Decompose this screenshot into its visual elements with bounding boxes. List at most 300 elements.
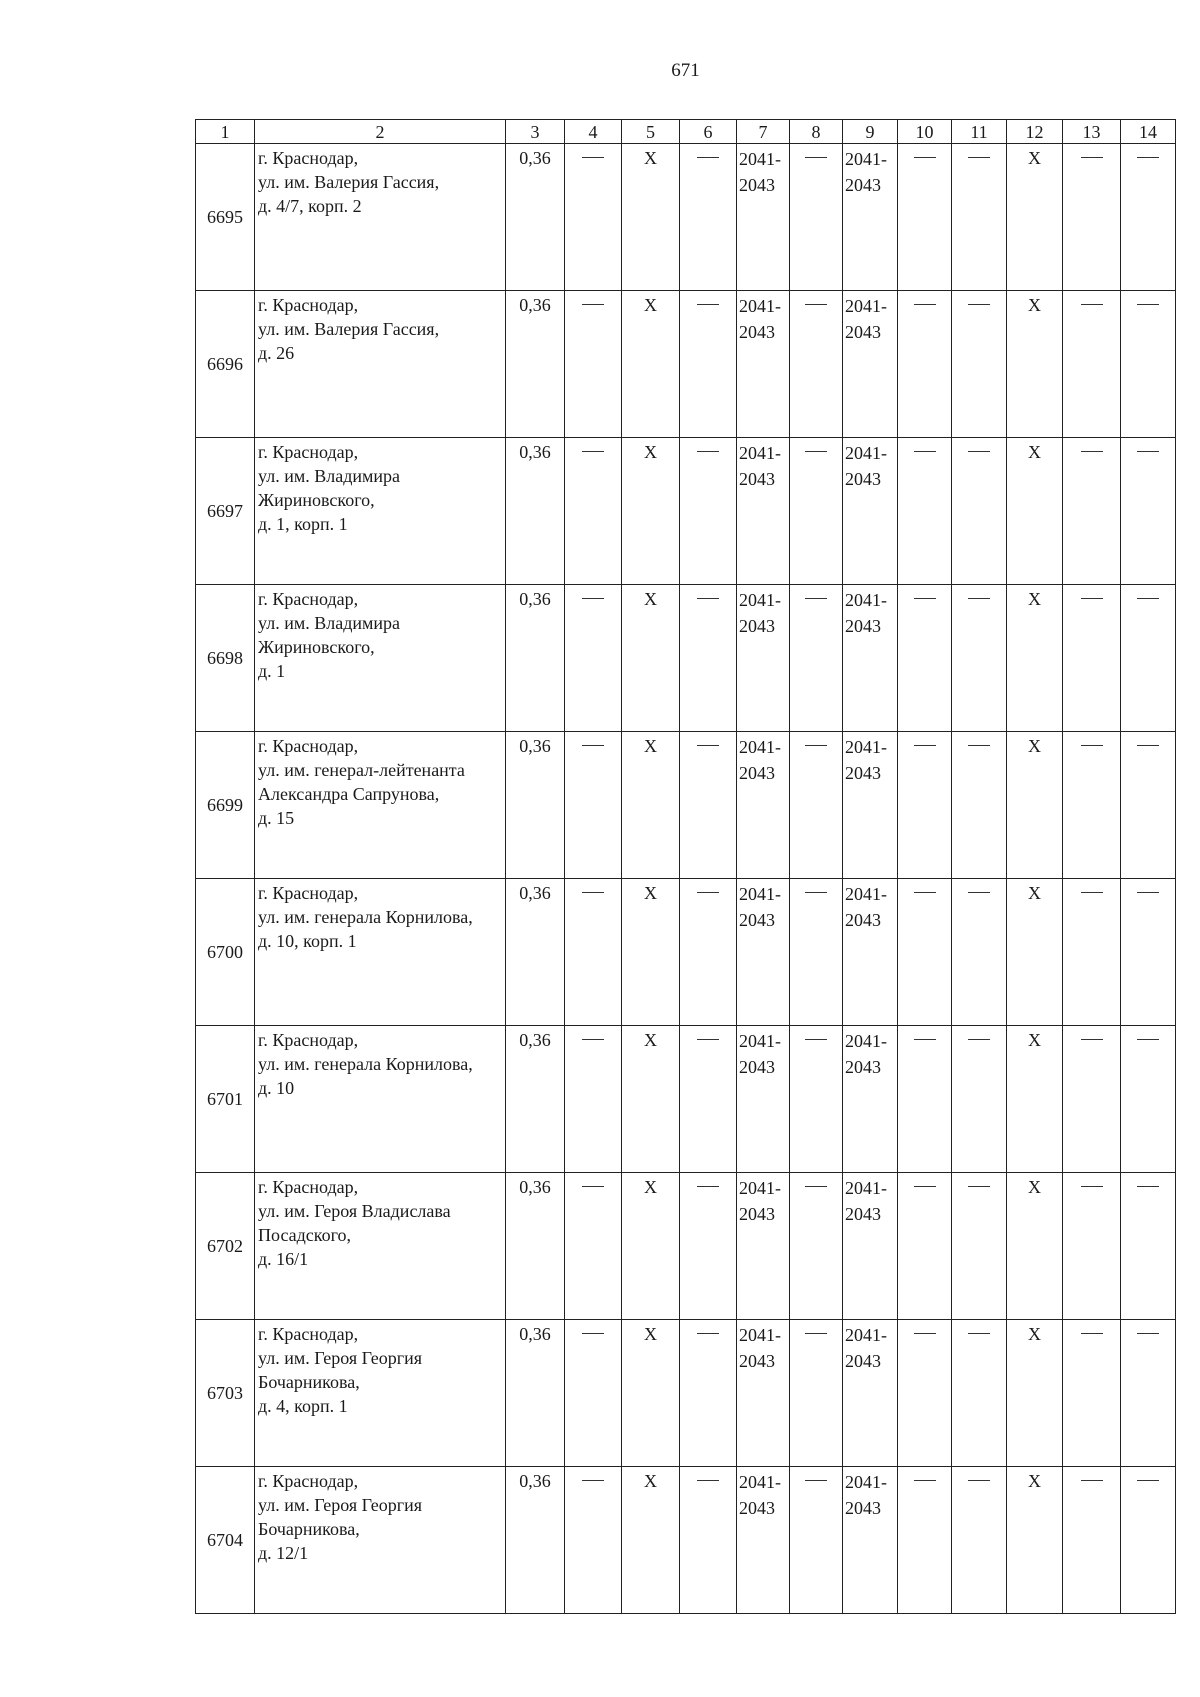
address-line: ул. им. Владимира <box>258 613 400 633</box>
value-cell <box>1063 1467 1121 1614</box>
cell-value: X <box>1028 442 1041 462</box>
row-number: 6695 <box>196 144 255 291</box>
dash-mark <box>1081 157 1103 182</box>
value-cell <box>952 438 1007 585</box>
period-line: 2041- <box>739 296 781 316</box>
period-line: 2041- <box>739 443 781 463</box>
period-cell <box>737 732 790 879</box>
period-line: 2041- <box>739 1325 781 1345</box>
cell-value: X <box>1028 883 1041 903</box>
value-cell <box>506 1467 565 1614</box>
value-cell <box>506 1320 565 1467</box>
value-cell <box>898 291 952 438</box>
dash-mark <box>805 157 827 182</box>
period-line: 2041- <box>739 1031 781 1051</box>
value-cell <box>898 1173 952 1320</box>
row-number: 6698 <box>196 585 255 732</box>
dash-mark <box>914 1186 936 1211</box>
value-cell <box>1121 1467 1176 1614</box>
period-line: 2041- <box>845 443 887 463</box>
address-cell <box>255 438 506 585</box>
address-line: г. Краснодар, <box>258 148 359 168</box>
cell-value: 0,36 <box>519 295 551 315</box>
value-cell <box>565 291 622 438</box>
value-cell <box>790 1467 843 1614</box>
period-cell <box>737 144 790 291</box>
dash-mark <box>1081 1333 1103 1358</box>
value-cell <box>898 1320 952 1467</box>
dash-mark <box>805 451 827 476</box>
period-line: 2041- <box>845 1325 887 1345</box>
value-cell <box>1063 438 1121 585</box>
dash-mark <box>968 598 990 623</box>
cell-value: X <box>644 736 657 756</box>
row-number: 6704 <box>196 1467 255 1614</box>
dash-mark <box>697 1333 719 1358</box>
address-line: д. 15 <box>258 808 295 828</box>
dash-mark <box>805 892 827 917</box>
period-line: 2043 <box>739 616 775 636</box>
address-line: д. 1 <box>258 661 286 681</box>
address-line: г. Краснодар, <box>258 442 359 462</box>
dash-mark <box>1137 157 1159 182</box>
value-cell <box>622 1320 680 1467</box>
dash-mark <box>697 157 719 182</box>
period-cell <box>843 144 898 291</box>
value-cell <box>1121 438 1176 585</box>
address-line: ул. им. Героя Георгия <box>258 1348 422 1368</box>
dash-mark <box>1081 892 1103 917</box>
period-line: 2041- <box>845 149 887 169</box>
cell-value: 0,36 <box>519 442 551 462</box>
value-cell <box>680 879 737 1026</box>
dash-mark <box>805 304 827 329</box>
value-cell <box>622 144 680 291</box>
dash-mark <box>1137 304 1159 329</box>
dash-mark <box>805 598 827 623</box>
value-cell <box>952 585 1007 732</box>
dash-mark <box>1081 304 1103 329</box>
value-cell <box>1121 291 1176 438</box>
value-cell <box>506 291 565 438</box>
period-line: 2043 <box>845 322 881 342</box>
value-cell <box>622 291 680 438</box>
value-cell <box>622 1467 680 1614</box>
period-cell <box>737 1026 790 1173</box>
value-cell <box>1121 732 1176 879</box>
value-cell <box>680 1320 737 1467</box>
value-cell <box>565 438 622 585</box>
period-line: 2043 <box>739 175 775 195</box>
value-cell <box>622 438 680 585</box>
address-line: г. Краснодар, <box>258 883 359 903</box>
dash-mark <box>914 1333 936 1358</box>
dash-mark <box>582 1333 604 1358</box>
value-cell <box>1121 144 1176 291</box>
cell-value: 0,36 <box>519 883 551 903</box>
value-cell <box>565 879 622 1026</box>
period-cell <box>843 291 898 438</box>
period-line: 2041- <box>739 1178 781 1198</box>
value-cell <box>680 1173 737 1320</box>
period-line: 2043 <box>739 1351 775 1371</box>
header-cell: 7 <box>737 120 790 144</box>
period-line: 2043 <box>739 469 775 489</box>
address-cell <box>255 1467 506 1614</box>
cell-value: X <box>1028 148 1041 168</box>
dash-mark <box>1081 745 1103 770</box>
period-line: 2043 <box>845 910 881 930</box>
period-cell <box>843 1026 898 1173</box>
period-line: 2043 <box>739 763 775 783</box>
dash-mark <box>1137 745 1159 770</box>
cell-value: X <box>1028 295 1041 315</box>
address-line: д. 10 <box>258 1078 295 1098</box>
address-line: д. 16/1 <box>258 1249 309 1269</box>
value-cell <box>622 732 680 879</box>
value-cell <box>790 585 843 732</box>
value-cell <box>898 438 952 585</box>
value-cell <box>1121 1320 1176 1467</box>
cell-value: X <box>644 148 657 168</box>
period-cell <box>843 732 898 879</box>
cell-value: X <box>644 295 657 315</box>
cell-value: 0,36 <box>519 1324 551 1344</box>
address-line: Александра Сапрунова, <box>258 784 440 804</box>
period-line: 2043 <box>845 469 881 489</box>
address-line: ул. им. Владимира <box>258 466 400 486</box>
header-cell: 3 <box>506 120 565 144</box>
period-cell <box>737 1173 790 1320</box>
period-line: 2043 <box>845 1057 881 1077</box>
value-cell <box>1007 291 1063 438</box>
dash-mark <box>805 745 827 770</box>
address-line: ул. им. генерала Корнилова, <box>258 907 473 927</box>
dash-mark <box>968 892 990 917</box>
value-cell <box>952 879 1007 1026</box>
dash-mark <box>1137 1480 1159 1505</box>
value-cell <box>565 1026 622 1173</box>
dash-mark <box>1081 1039 1103 1064</box>
row-number: 6699 <box>196 732 255 879</box>
row-number: 6701 <box>196 1026 255 1173</box>
address-line: Бочарникова, <box>258 1519 360 1539</box>
value-cell <box>680 585 737 732</box>
dash-mark <box>697 892 719 917</box>
dash-mark <box>968 1039 990 1064</box>
address-line: д. 1, корп. 1 <box>258 514 348 534</box>
period-cell <box>843 1320 898 1467</box>
cell-value: 0,36 <box>519 1471 551 1491</box>
value-cell <box>565 585 622 732</box>
value-cell <box>1121 879 1176 1026</box>
cell-value: X <box>1028 736 1041 756</box>
dash-mark <box>914 598 936 623</box>
period-line: 2043 <box>845 1351 881 1371</box>
value-cell <box>952 1173 1007 1320</box>
dash-mark <box>968 1333 990 1358</box>
value-cell <box>1063 1173 1121 1320</box>
row-number: 6702 <box>196 1173 255 1320</box>
address-cell <box>255 732 506 879</box>
dash-mark <box>805 1480 827 1505</box>
address-cell <box>255 144 506 291</box>
period-line: 2043 <box>845 1498 881 1518</box>
address-cell <box>255 1026 506 1173</box>
value-cell <box>680 438 737 585</box>
table-row <box>196 1173 1176 1320</box>
header-row <box>196 120 1176 144</box>
cell-value: 0,36 <box>519 1177 551 1197</box>
value-cell <box>506 144 565 291</box>
value-cell <box>1007 1320 1063 1467</box>
address-cell <box>255 1173 506 1320</box>
value-cell <box>1007 585 1063 732</box>
dash-mark <box>582 157 604 182</box>
cell-value: 0,36 <box>519 736 551 756</box>
value-cell <box>565 732 622 879</box>
value-cell <box>952 291 1007 438</box>
dash-mark <box>968 304 990 329</box>
value-cell <box>1007 1026 1063 1173</box>
dash-mark <box>968 1480 990 1505</box>
period-line: 2041- <box>739 737 781 757</box>
dash-mark <box>697 1480 719 1505</box>
dash-mark <box>697 745 719 770</box>
header-cell: 2 <box>255 120 506 144</box>
dash-mark <box>914 157 936 182</box>
dash-mark <box>805 1186 827 1211</box>
dash-mark <box>697 451 719 476</box>
value-cell <box>506 438 565 585</box>
dash-mark <box>1081 451 1103 476</box>
address-line: д. 12/1 <box>258 1543 309 1563</box>
row-number: 6703 <box>196 1320 255 1467</box>
value-cell <box>1121 1026 1176 1173</box>
value-cell <box>680 732 737 879</box>
dash-mark <box>697 1039 719 1064</box>
dash-mark <box>582 892 604 917</box>
value-cell <box>790 438 843 585</box>
period-line: 2043 <box>845 763 881 783</box>
value-cell <box>680 291 737 438</box>
table-row <box>196 879 1176 1026</box>
period-cell <box>843 438 898 585</box>
period-line: 2043 <box>739 322 775 342</box>
cell-value: X <box>1028 589 1041 609</box>
period-cell <box>737 291 790 438</box>
period-cell <box>737 1320 790 1467</box>
value-cell <box>898 732 952 879</box>
address-line: г. Краснодар, <box>258 1324 359 1344</box>
period-line: 2041- <box>845 1472 887 1492</box>
header-cell: 6 <box>680 120 737 144</box>
value-cell <box>680 1467 737 1614</box>
period-line: 2041- <box>739 884 781 904</box>
cell-value: 0,36 <box>519 148 551 168</box>
table-row <box>196 144 1176 291</box>
registry-table <box>195 119 1176 1614</box>
cell-value: X <box>1028 1030 1041 1050</box>
dash-mark <box>582 304 604 329</box>
address-cell <box>255 1320 506 1467</box>
value-cell <box>1063 291 1121 438</box>
dash-mark <box>805 1039 827 1064</box>
value-cell <box>952 1320 1007 1467</box>
dash-mark <box>914 451 936 476</box>
value-cell <box>565 1320 622 1467</box>
header-cell: 13 <box>1063 120 1121 144</box>
value-cell <box>790 1026 843 1173</box>
value-cell <box>1121 1173 1176 1320</box>
dash-mark <box>1081 1480 1103 1505</box>
value-cell <box>790 291 843 438</box>
dash-mark <box>582 1186 604 1211</box>
address-line: Посадского, <box>258 1225 352 1245</box>
value-cell <box>952 1467 1007 1614</box>
value-cell <box>790 1320 843 1467</box>
table-row <box>196 1467 1176 1614</box>
value-cell <box>1063 585 1121 732</box>
row-number: 6700 <box>196 879 255 1026</box>
value-cell <box>952 1026 1007 1173</box>
dash-mark <box>1081 1186 1103 1211</box>
value-cell <box>898 879 952 1026</box>
dash-mark <box>1137 892 1159 917</box>
address-cell <box>255 291 506 438</box>
period-line: 2041- <box>845 590 887 610</box>
dash-mark <box>697 598 719 623</box>
address-line: г. Краснодар, <box>258 1030 359 1050</box>
dash-mark <box>582 1039 604 1064</box>
cell-value: X <box>644 883 657 903</box>
value-cell <box>1063 1320 1121 1467</box>
dash-mark <box>968 451 990 476</box>
cell-value: 0,36 <box>519 1030 551 1050</box>
value-cell <box>898 144 952 291</box>
address-cell <box>255 879 506 1026</box>
dash-mark <box>914 1480 936 1505</box>
value-cell <box>506 879 565 1026</box>
header-cell: 8 <box>790 120 843 144</box>
cell-value: X <box>644 1324 657 1344</box>
dash-mark <box>582 745 604 770</box>
cell-value: X <box>1028 1471 1041 1491</box>
value-cell <box>952 732 1007 879</box>
period-line: 2041- <box>739 1472 781 1492</box>
address-line: г. Краснодар, <box>258 589 359 609</box>
header-cell: 14 <box>1121 120 1176 144</box>
table-row <box>196 1026 1176 1173</box>
value-cell <box>622 879 680 1026</box>
cell-value: X <box>1028 1177 1041 1197</box>
address-line: г. Краснодар, <box>258 1471 359 1491</box>
value-cell <box>1007 144 1063 291</box>
period-line: 2041- <box>845 737 887 757</box>
page-number: 671 <box>671 60 700 81</box>
address-line: ул. им. Валерия Гассия, <box>258 319 440 339</box>
address-line: Жириновского, <box>258 490 375 510</box>
period-line: 2043 <box>739 1498 775 1518</box>
dash-mark <box>697 1186 719 1211</box>
address-line: ул. им. Героя Георгия <box>258 1495 422 1515</box>
dash-mark <box>1081 598 1103 623</box>
period-cell <box>737 438 790 585</box>
value-cell <box>790 1173 843 1320</box>
value-cell <box>565 1467 622 1614</box>
table-body <box>196 144 1176 1614</box>
period-line: 2043 <box>739 910 775 930</box>
table-row <box>196 1320 1176 1467</box>
period-cell <box>737 879 790 1026</box>
value-cell <box>898 1467 952 1614</box>
period-cell <box>843 1173 898 1320</box>
dash-mark <box>1137 1039 1159 1064</box>
value-cell <box>622 585 680 732</box>
cell-value: X <box>644 442 657 462</box>
dash-mark <box>1137 1333 1159 1358</box>
value-cell <box>506 732 565 879</box>
period-line: 2041- <box>845 884 887 904</box>
cell-value: X <box>644 1030 657 1050</box>
header-cell: 12 <box>1007 120 1063 144</box>
value-cell <box>1063 732 1121 879</box>
cell-value: X <box>644 1177 657 1197</box>
period-line: 2041- <box>739 590 781 610</box>
period-line: 2043 <box>845 175 881 195</box>
value-cell <box>1007 1173 1063 1320</box>
address-line: ул. им. Валерия Гассия, <box>258 172 440 192</box>
period-line: 2043 <box>845 1204 881 1224</box>
dash-mark <box>697 304 719 329</box>
table-row <box>196 732 1176 879</box>
cell-value: X <box>1028 1324 1041 1344</box>
value-cell <box>565 144 622 291</box>
period-cell <box>737 1467 790 1614</box>
period-cell <box>843 879 898 1026</box>
value-cell <box>790 732 843 879</box>
period-line: 2041- <box>739 149 781 169</box>
value-cell <box>680 144 737 291</box>
period-line: 2041- <box>845 296 887 316</box>
value-cell <box>1121 585 1176 732</box>
value-cell <box>506 585 565 732</box>
dash-mark <box>968 157 990 182</box>
row-number: 6696 <box>196 291 255 438</box>
value-cell <box>1007 879 1063 1026</box>
value-cell <box>622 1173 680 1320</box>
period-cell <box>843 585 898 732</box>
value-cell <box>1063 144 1121 291</box>
dash-mark <box>582 451 604 476</box>
value-cell <box>952 144 1007 291</box>
value-cell <box>506 1173 565 1320</box>
table-row <box>196 438 1176 585</box>
dash-mark <box>968 745 990 770</box>
cell-value: X <box>644 589 657 609</box>
dash-mark <box>914 304 936 329</box>
address-line: Бочарникова, <box>258 1372 360 1392</box>
period-line: 2043 <box>739 1204 775 1224</box>
period-line: 2043 <box>845 616 881 636</box>
dash-mark <box>914 1039 936 1064</box>
address-line: д. 4/7, корп. 2 <box>258 196 362 216</box>
value-cell <box>622 1026 680 1173</box>
header-cell: 11 <box>952 120 1007 144</box>
table-row <box>196 291 1176 438</box>
dash-mark <box>1137 598 1159 623</box>
value-cell <box>1063 1026 1121 1173</box>
